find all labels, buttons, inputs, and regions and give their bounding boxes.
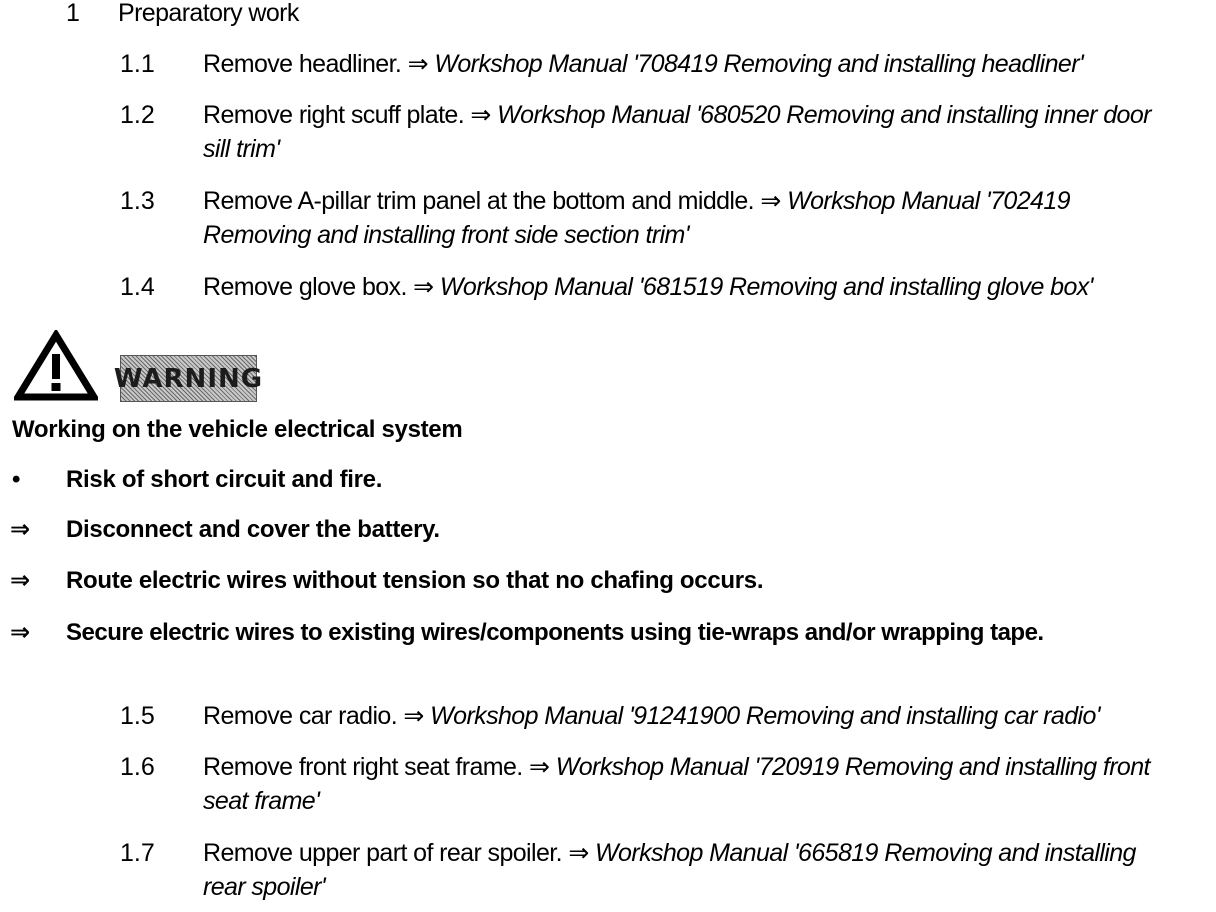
step-text: Remove A-pillar trim panel at the bottom and middle. <box>203 187 755 215</box>
step-number: 1.6 <box>120 753 155 781</box>
arrow-icon: ⇒ <box>568 839 589 867</box>
step-number: 1.3 <box>120 187 155 215</box>
warning-action: Secure electric wires to existing wires/components using tie-wraps and/or wrapping tape. <box>66 619 1044 646</box>
manual-reference[interactable]: Workshop Manual '702419 <box>787 187 1070 215</box>
step-text: Remove glove box. <box>203 273 407 301</box>
section-title: Preparatory work <box>118 0 299 27</box>
step-number: 1.4 <box>120 273 155 301</box>
step-text: Remove upper part of rear spoiler. <box>203 839 562 867</box>
manual-reference-cont[interactable]: seat frame' <box>203 787 320 815</box>
section-number: 1 <box>66 0 80 27</box>
warning-label: WARNING <box>113 363 264 394</box>
step-line <box>203 699 1100 733</box>
warning-triangle-icon <box>14 330 98 402</box>
manual-reference-cont[interactable]: Removing and installing front side section trim' <box>203 221 689 249</box>
warning-risk: Risk of short circuit and fire. <box>66 466 383 493</box>
step-line <box>203 836 1136 870</box>
arrow-icon: ⇒ <box>413 273 434 301</box>
arrow-icon: ⇒ <box>10 567 30 594</box>
arrow-icon: ⇒ <box>760 187 781 215</box>
warning-action: Disconnect and cover the battery. <box>66 516 440 543</box>
step-text: Remove front right seat frame. <box>203 753 523 781</box>
bullet-icon: • <box>12 466 21 493</box>
step-text: Remove headliner. <box>203 50 402 78</box>
step-line <box>203 47 1083 81</box>
step-text: Remove right scuff plate. <box>203 101 465 129</box>
manual-reference[interactable]: Workshop Manual '665819 Removing and installing <box>595 839 1136 867</box>
arrow-icon: ⇒ <box>10 516 30 543</box>
arrow-icon: ⇒ <box>470 101 491 129</box>
step-number: 1.1 <box>120 50 155 78</box>
step-line <box>203 750 1150 784</box>
arrow-icon: ⇒ <box>10 619 30 646</box>
step-line <box>203 184 1070 218</box>
warning-label-box <box>113 355 264 402</box>
manual-reference[interactable]: Workshop Manual '708419 Removing and installing headliner' <box>434 50 1084 78</box>
step-line <box>203 270 1093 304</box>
arrow-icon: ⇒ <box>529 753 550 781</box>
step-text: Remove car radio. <box>203 702 398 730</box>
step-number: 1.2 <box>120 101 155 129</box>
step-line <box>203 98 1151 132</box>
arrow-icon: ⇒ <box>407 50 428 78</box>
step-number: 1.7 <box>120 839 155 867</box>
step-number: 1.5 <box>120 702 155 730</box>
arrow-icon: ⇒ <box>403 702 424 730</box>
manual-reference-cont[interactable]: sill trim' <box>203 135 280 163</box>
manual-reference[interactable]: Workshop Manual '680520 Removing and installing inner door <box>497 101 1151 129</box>
manual-reference[interactable]: Workshop Manual '681519 Removing and installing glove box' <box>439 273 1093 301</box>
warning-action: Route electric wires without tension so that no chafing occurs. <box>66 567 764 594</box>
warning-title: Working on the vehicle electrical system <box>12 416 463 443</box>
manual-reference[interactable]: Workshop Manual '91241900 Removing and installing car radio' <box>430 702 1100 730</box>
manual-reference-cont[interactable]: rear spoiler' <box>203 873 326 901</box>
manual-reference[interactable]: Workshop Manual '720919 Removing and installing front <box>555 753 1150 781</box>
